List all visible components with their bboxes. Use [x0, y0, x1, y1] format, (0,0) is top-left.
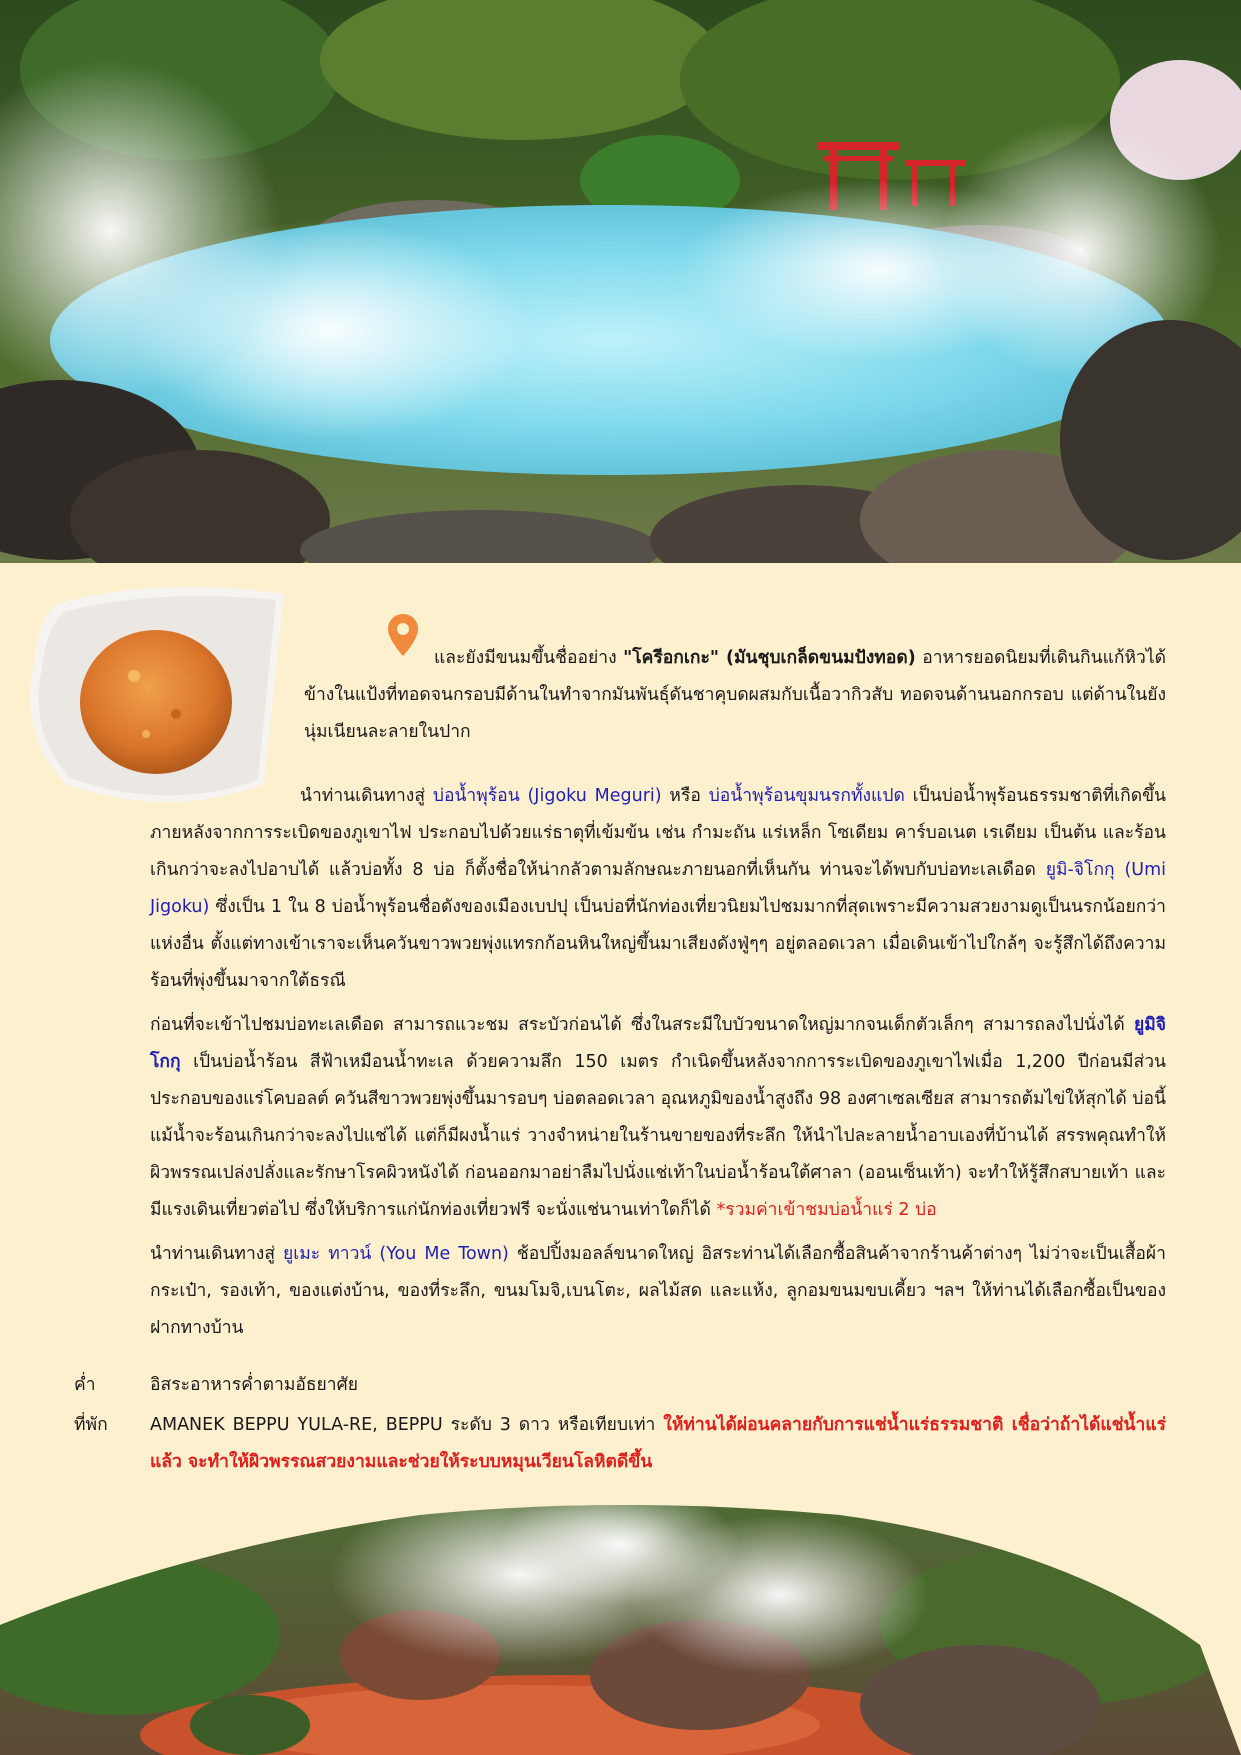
- text-fragment: นำท่านเดินทางสู่: [300, 786, 433, 806]
- dinner-value: อิสระอาหารค่ำตามอัธยาศัย: [150, 1375, 358, 1395]
- hotel-label: ที่พัก: [74, 1415, 108, 1435]
- umi-jigoku-link: ยูมิ-จิโกกุ (Umi Jigoku): [150, 860, 1167, 917]
- text-fragment: หรือ: [661, 786, 709, 806]
- text-fragment: เป็นบ่อน้ำร้อน สีฟ้าเหมือนน้ำทะเล ด้วยความลึก 150 เมตร กำเนิดขึ้นหลังจากการระเบิดของภูเขาไฟเมื่อ 1,200 ปีก่อนมีส่วนประกอบของแร่โคบอลต์ ควันสีขาวพวยพุ่งขึ้นมารอบๆ บ่อตลอดเวลา อุณหภูมิของน้ำสูงถึง 98 องศาเซลเซียส สามารถต้มไข่ให้สุกได้ บ่อนี้แม้น้ำจะร้อนเกินกว่าจะลงไปแช่ได้ แต่ก็มีผงน้ำแร่ วางจำหน่ายในร้านขายของที่ระลึก ให้นำไปละลายน้ำอาบเองที่บ้านได้ สรรพคุณทำให้ผิวพรรณเปล่งปลั่งและรักษาโรคผิวหนังได้ ก่อนออกมาอย่าลืมไปนั่งแช่เท้าในบ่อน้ำร้อนใต้ศาลา (ออนเซ็นเท้า) จะทำให้รู้สึกสบายเท้า และมีแรงเดินเที่ยวต่อไป ซึ่งให้บริการแก่นักท่องเที่ยวฟรี จะนั่งแช่นานเท่าใดก็ได้: [150, 1052, 1166, 1220]
- croquette-description: อาหารยอดนิยมที่เดินกินแก้หิวได้ ข้างในแป้งที่ทอดจนกรอบมีด้านในทำจากมันพันธุ์ดันชาคุบดผสมกับเนื้อวากิวสับ ทอดจนด้านนอกกรอบ แต่ด้านในยังนุ่มเนียนละลายในปาก: [304, 648, 1166, 742]
- you-me-town-link: ยูเมะ ทาวน์ (You Me Town): [283, 1244, 509, 1264]
- text-fragment: ก่อนที่จะเข้าไปชมบ่อทะเลเดือด สามารถแวะชม สระบัวก่อนได้ ซึ่งในสระมีใบบัวขนาดใหญ่มากจนเด็กตัวเล็กๆ สามารถลงไปนั่งได้: [150, 1015, 1134, 1035]
- croquette-intro: และยังมีขนมขึ้นชื่ออย่าง: [434, 648, 624, 668]
- text-fragment: เป็นบ่อน้ำพุร้อนธรรมชาติที่เกิดขึ้น ภายหลังจากการระเบิดของภูเขาไฟ ประกอบไปด้วยแร่ธาตุที่เข้มข้น เช่น กำมะถัน แร่เหล็ก โซเดียม คาร์บอเนต เรเดียม เป็นต้น และร้อนเกินกว่าจะลงไปอาบได้ แล้วบ่อทั้ง 8 บ่อ ก็ตั้งชื่อให้น่ากลัวตามลักษณะภายนอกที่เห็นกัน ท่านจะได้พบกับบ่อทะเลเดือด: [150, 786, 1166, 880]
- umi-jigoku-name: ยูมิจิโกกุ: [150, 1015, 1166, 1072]
- dinner-label: ค่ำ: [74, 1375, 96, 1395]
- text-fragment: ช้อปปิ้งมอลล์ขนาดใหญ่ อิสระท่านได้เลือกซื้อสินค้าจากร้านค้าต่างๆ ไม่ว่าจะเป็นเสื้อผ้า กระเป๋า, รองเท้า, ของแต่งบ้าน, ของที่ระลึก, ขนมโมจิ,เบนโตะ, ผลไม้สด และแห้ง, ลูกอมขนมขบเคี้ยว ฯลฯ ให้ท่านได้เลือกซื้อเป็นของฝากทางบ้าน: [150, 1244, 1166, 1338]
- hero-photo-umi-jigoku: [0, 0, 1241, 563]
- jigoku-meguri-link: บ่อน้ำพุร้อน (Jigoku Meguri): [432, 786, 662, 806]
- hotel-name: AMANEK BEPPU YULA-RE, BEPPU ระดับ 3 ดาว หรือเทียบเท่า: [150, 1415, 664, 1435]
- hotel-highlight: ให้ท่านได้ผ่อนคลายกับการแช่น้ำแร่ธรรมชาติ เชื่อว่าถ้าได้แช่น้ำแร่แล้ว จะทำให้ผิวพรรณสวยงามและช่วยให้ระบบหมุนเวียนโลหิตดีขึ้น: [150, 1415, 1167, 1472]
- text-fragment: นำท่านเดินทางสู่: [150, 1244, 284, 1264]
- bottom-photo-blood-pond: [0, 1505, 1241, 1755]
- hotel-value: [150, 1407, 1166, 1481]
- text-fragment: ซึ่งเป็น 1 ใน 8 บ่อน้ำพุร้อนชื่อดังของเมืองเบปปุ เป็นบ่อที่นักท่องเที่ยวนิยมไปชมมากที่สุดเพราะมีความสวยงามดูเป็นนรกน้อยกว่าแห่งอื่น ตั้งแต่ทางเข้าเราจะเห็นควันขาวพวยพุ่งแทรกก้อนหินใหญ่ขึ้นมาเสียงดังฟู่ๆๆ อยู่ตลอดเวลา เมื่อเดินเข้าไปใกล้ๆ จะรู้สึกได้ถึงความร้อนที่พุ่งขึ้นมาจากใต้ธรณี: [150, 897, 1166, 991]
- admission-note: *รวมค่าเข้าชมบ่อน้ำแร่ 2 บ่อ: [716, 1200, 937, 1220]
- croquette-name: "โครีอกเกะ" (มันชุบเกล็ดขนมปังทอด): [623, 648, 916, 668]
- jigoku-meguri-paragraph: [150, 778, 1166, 1000]
- eight-hells-link: บ่อน้ำพุร้อนขุมนรกทั้งแปด: [708, 786, 905, 806]
- croquette-paragraph: [304, 640, 1166, 751]
- umi-jigoku-paragraph: [150, 1007, 1166, 1229]
- croquette-photo: [26, 584, 288, 808]
- you-me-town-paragraph: [150, 1236, 1166, 1347]
